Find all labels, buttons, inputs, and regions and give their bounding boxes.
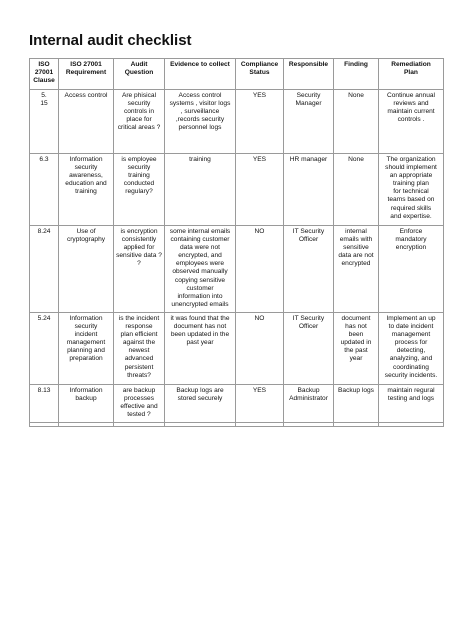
status-cell: YES: [236, 154, 284, 226]
empty-cell: [334, 423, 379, 427]
table-row: [30, 90, 444, 154]
table-header-row: [30, 59, 444, 90]
empty-cell: [59, 423, 114, 427]
clause-cell: 8.13: [30, 384, 59, 422]
empty-cell: [114, 423, 165, 427]
responsible-cell: IT Security Officer: [284, 226, 334, 313]
evidence-cell: Access control systems , visitor logs , surveillance ,records security personnel logs: [165, 90, 236, 154]
finding-cell: None: [334, 154, 379, 226]
status-cell: YES: [236, 90, 284, 154]
header-cell-finding: Finding: [334, 59, 379, 90]
document-title: Internal audit checklist: [29, 32, 192, 49]
requirement-cell: Use of cryptography: [59, 226, 114, 313]
header-cell-responsible: Responsible: [284, 59, 334, 90]
table-row: [30, 312, 444, 384]
plan-cell: maintain regural testing and logs: [379, 384, 444, 422]
status-cell: NO: [236, 312, 284, 384]
header-cell-plan: Remediation Plan: [379, 59, 444, 90]
status-cell: NO: [236, 226, 284, 313]
empty-cell: [379, 423, 444, 427]
requirement-cell: Information security incident management planning and preparation: [59, 312, 114, 384]
responsible-cell: IT Security Officer: [284, 312, 334, 384]
empty-cell: [165, 423, 236, 427]
evidence-cell: Backup logs are stored securely: [165, 384, 236, 422]
plan-cell: Continue annual reviews and maintain current controls .: [379, 90, 444, 154]
question-cell: Are phisical security controls in place for critical areas ?: [114, 90, 165, 154]
requirement-cell: Information security awareness, education and training: [59, 154, 114, 226]
status-cell: YES: [236, 384, 284, 422]
header-cell-clause: ISO 27001 Clause: [30, 59, 59, 90]
question-cell: are backup processes effective and tested ?: [114, 384, 165, 422]
table-row: [30, 154, 444, 226]
finding-cell: None: [334, 90, 379, 154]
plan-cell: Implement an up to date incident management process for detecting, analyzing, and coordinating security incidents.: [379, 312, 444, 384]
question-cell: is employee security training conducted regulary?: [114, 154, 165, 226]
question-cell: is encryption consistently applied for sensitive data ? ?: [114, 226, 165, 313]
evidence-cell: training: [165, 154, 236, 226]
evidence-cell: it was found that the document has not been updated in the past year: [165, 312, 236, 384]
clause-cell: 8.24: [30, 226, 59, 313]
clause-cell: 5. 15: [30, 90, 59, 154]
clause-cell: 6.3: [30, 154, 59, 226]
finding-cell: internal emails with sensitive data are not encrypted: [334, 226, 379, 313]
finding-cell: document has not been updated in the past year: [334, 312, 379, 384]
clause-cell: 5.24: [30, 312, 59, 384]
question-cell: is the incident response plan efficient against the newest advanced persistent threats?: [114, 312, 165, 384]
header-cell-status: Compliance Status: [236, 59, 284, 90]
audit-checklist-table: [29, 58, 444, 427]
responsible-cell: Backup Administrator: [284, 384, 334, 422]
table-row-empty: [30, 423, 444, 427]
empty-cell: [284, 423, 334, 427]
empty-cell: [30, 423, 59, 427]
requirement-cell: Information backup: [59, 384, 114, 422]
responsible-cell: HR manager: [284, 154, 334, 226]
table-row: [30, 226, 444, 313]
plan-cell: Enforce mandatory encryption: [379, 226, 444, 313]
table-row: [30, 384, 444, 422]
header-cell-question: Audit Question: [114, 59, 165, 90]
plan-cell: The organization should implement an appropriate training plan for technical teams based on required skills and expertise.: [379, 154, 444, 226]
responsible-cell: Security Manager: [284, 90, 334, 154]
requirement-cell: Access control: [59, 90, 114, 154]
header-cell-requirement: ISO 27001 Requirement: [59, 59, 114, 90]
header-cell-evidence: Evidence to collect: [165, 59, 236, 90]
finding-cell: Backup logs: [334, 384, 379, 422]
evidence-cell: some internal emails containing customer data were not encrypted, and employees were observed manually copying sensitive customer information into unencrypted emails: [165, 226, 236, 313]
empty-cell: [236, 423, 284, 427]
